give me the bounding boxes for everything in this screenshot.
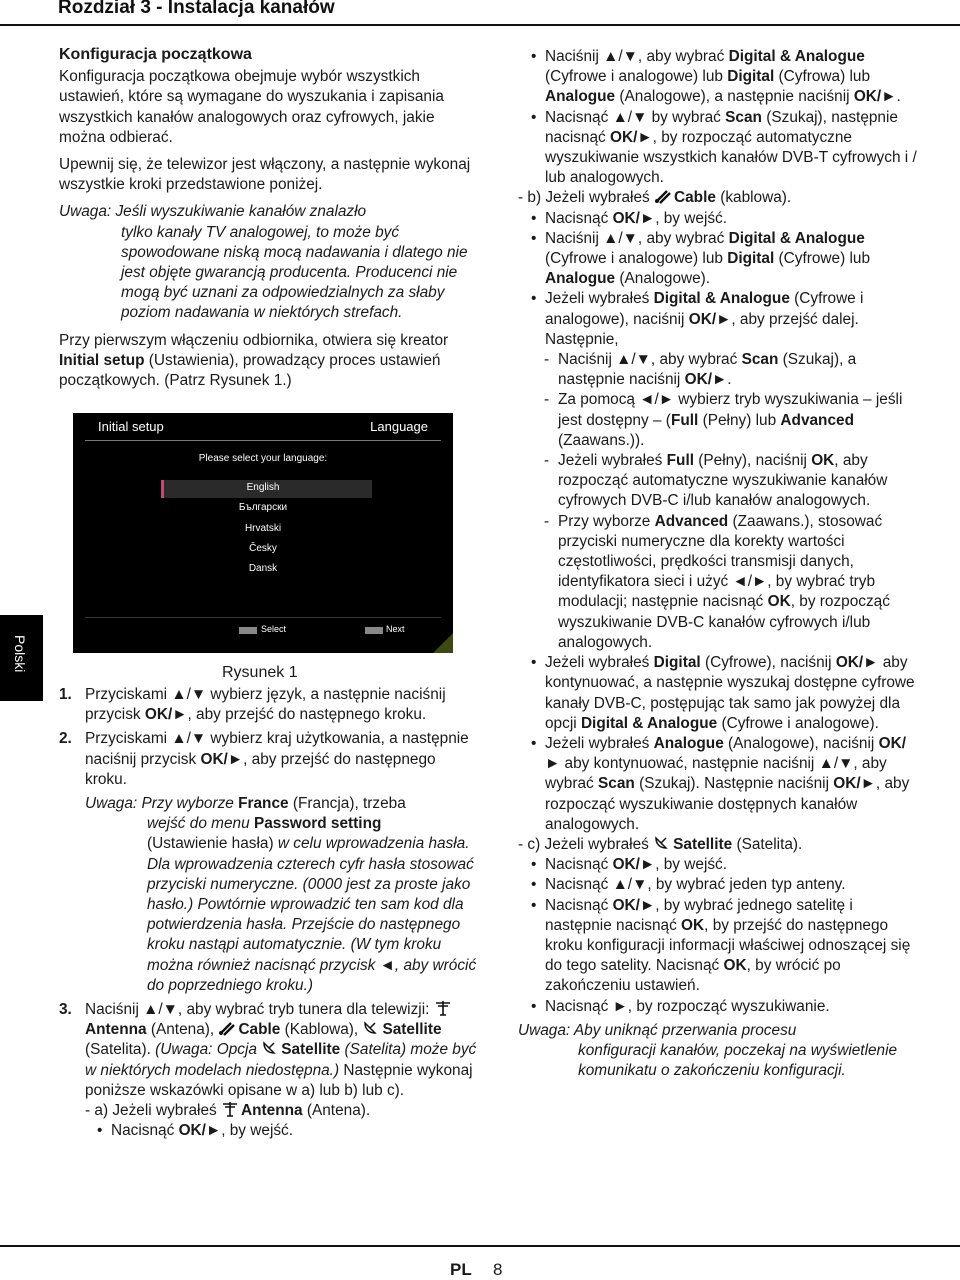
language-option: Български xyxy=(238,502,288,513)
header-rule xyxy=(0,24,960,26)
right-column xyxy=(518,47,918,1081)
sub-step: - Naciśnij ▲/▼, aby wybrać Scan (Szukaj), a następnie naciśnij OK/►. xyxy=(544,351,857,389)
option-a: - a) Jeżeli wybrałeś Antenna (Antena). xyxy=(85,1102,371,1120)
select-hint: Select xyxy=(261,624,287,634)
right-bullet: • Nacisnąć OK/►, by wejść. xyxy=(531,209,728,227)
section-heading: Konfiguracja początkowa xyxy=(59,46,252,63)
right-bullet: • Jeżeli wybrałeś Digital (Cyfrowe), naciśnij OK/► aby kontynuować, a następnie wyszukaj dostępne cyfrowe kanały DVB-C, postępując tak samo jak powyżej dla opcji Digital & Analogue (Cyfrowe i analogowe). xyxy=(531,654,915,732)
satellite-icon xyxy=(653,835,671,851)
side-tab-label: Polski xyxy=(12,635,28,673)
note-analog-cont: tylko kanały TV analogowej, to może być spowodowane niską mocą nadawania i dlatego nie jest objęte gwarancją producenta. Producenci nie mogą być uznani za odpowiedzialnych za słaby poziom nadawania w niektórych strefach. xyxy=(121,223,468,322)
chapter-title: Rozdział 3 - Instalacja kanałów xyxy=(58,0,335,18)
select-key-icon xyxy=(239,627,257,634)
right-bullet: • Jeżeli wybrałeś Analogue (Analogowe), naciśnij OK/► aby kontynuować, następnie naciśnij ▲/▼, aby wybrać Scan (Szukaj). Następnie naciśnij OK/►, aby rozpocząć wyszukiwanie dostępnych kanałów analogowych. xyxy=(531,734,910,833)
option-b: - b) Jeżeli wybrałeś Cable (kablowa). xyxy=(518,189,792,207)
note-wait-cont: konfiguracji kanałów, poczekaj na wyświetlenie komunikatu o zakończeniu konfiguracji. xyxy=(578,1041,898,1080)
right-bullet: • Nacisnąć OK/►, by wejść. xyxy=(531,856,728,874)
sub-step: - Za pomocą ◄/► wybierz tryb wyszukiwania – jeśli jest dostępny – (Full (Pełny) lub Advanced (Zaawans.)). xyxy=(544,391,903,449)
intro-paragraph: Konfiguracja początkowa obejmuje wybór wszystkich ustawień, które są wymagane do wyszukania i zapisania wszystkich kanałów analogowych oraz cyfrowych, jakie można odbierać. xyxy=(59,68,444,146)
setup-screen-figure xyxy=(73,413,453,653)
right-bullet: • Naciśnij ▲/▼, aby wybrać Digital & Analogue (Cyfrowe i analogowe) lub Digital (Cyfrowa) lub Analogue (Analogowe), a następnie naciśnij OK/►. xyxy=(531,48,901,106)
page-number: 8 xyxy=(493,1260,503,1279)
screen-title: Initial setup xyxy=(98,419,164,434)
figure-caption: Rysunek 1 xyxy=(222,664,298,681)
left-steps xyxy=(59,685,477,1141)
antenna-icon xyxy=(221,1101,239,1117)
note-france: Uwaga: Przy wyborze France (Francja), trzeba xyxy=(85,795,406,813)
footer-language: PL xyxy=(450,1260,472,1279)
right-bullet: • Nacisnąć ►, by rozpocząć wyszukiwanie. xyxy=(531,997,830,1015)
right-bullet: • Nacisnąć ▲/▼, by wybrać jeden typ anteny. xyxy=(531,876,846,894)
cable-icon xyxy=(654,188,672,204)
sub-step: - Przy wyborze Advanced (Zaawans.), stosować przyciski numeryczne dla korekty wartości częstotliwości, prędkości transmisji danych, identyfikatora sieci i użyć ◄/►, by wybrać tryb modulacji; następnie nacisnąć OK, by rozpocząć wyszukiwanie DVB-C kanałów cyfrowych i/lub analogowych. xyxy=(544,512,890,651)
page-header xyxy=(0,0,960,25)
step-2: 2. Przyciskami ▲/▼ wybierz kraj użytkowania, a następnie naciśnij przycisk OK/►, aby przejść do następnego kroku. xyxy=(59,730,469,788)
right-bullet: • Nacisnąć OK/►, by wybrać jednego satelitę i następnie nacisnąć OK, by przejść do następnego kroku konfiguracji informacji właściwej odnoszącej się do tego satelity. Nacisnąć OK, by wrócić po zakończeniu ustawień. xyxy=(531,896,911,995)
screen-prompt: Please select your language: xyxy=(198,453,328,464)
language-option: Dansk xyxy=(248,563,278,574)
left-column xyxy=(59,45,477,391)
right-bullet: • Jeżeli wybrałeś Digital & Analogue (Cyfrowe i analogowe), naciśnij OK/►, aby przejść dalej. Następnie, xyxy=(531,290,864,348)
sub-step: - Jeżeli wybrałeś Full (Pełny), naciśnij OK, aby rozpocząć automatyczne wyszukiwanie kanałów cyfrowych DVB-C i/lub kanałów analogowych. xyxy=(544,452,888,510)
next-key-icon xyxy=(365,627,383,634)
satellite-icon xyxy=(261,1040,279,1056)
note-france-cont: wejść do menu Password setting (Ustawienie hasła) w celu wprowadzenia hasła. Dla wprowadzenia czterech cyfr hasła stosować przyciski numeryczne. (0000 jest za proste jako hasło.) Powtórnie wprowadzić ten sam kod dla potwierdzenia hasła. Przejście do następnego kroku nastąpi automatycznie. (W tym kroku można również nacisnąć przycisk ◄, aby wrócić do poprzedniego kroku.) xyxy=(147,815,477,994)
corner-decoration xyxy=(433,633,453,653)
option-c: - c) Jeżeli wybrałeś Satellite (Satelita). xyxy=(518,835,803,853)
step-3: 3. Naciśnij ▲/▼, aby wybrać tryb tunera dla telewizji: Antenna (Antena), Cable (Kablowa), Satellite (Satelita). (Uwaga: Opcja Satellite (Satelita) może być w niektórych modelach niedostępna.) Następnie wykonaj poniższe wskazówki opisane w a) lub b) lub c). xyxy=(59,1001,477,1099)
power-on-paragraph: Upewnij się, że telewizor jest włączony, a następnie wykonaj wszystkie kroki przedstawione poniżej. xyxy=(59,156,471,194)
satellite-icon xyxy=(362,1020,380,1036)
note-analog: Uwaga: Jeśli wyszukiwanie kanałów znalazło xyxy=(59,203,367,221)
screen-language-label: Language xyxy=(370,419,428,434)
step-1: 1. Przyciskami ▲/▼ wybierz język, a następnie naciśnij przycisk OK/►, aby przejść do następnego kroku. xyxy=(59,686,446,724)
antenna-icon xyxy=(434,1000,452,1016)
language-side-tab xyxy=(0,615,43,701)
next-hint: Next xyxy=(386,624,405,634)
right-bullet: • Naciśnij ▲/▼, aby wybrać Digital & Analogue (Cyfrowe i analogowe) lub Digital (Cyfrowe) lub Analogue (Analogowe). xyxy=(531,229,871,288)
note-wait: Uwaga: Aby uniknąć przerwania procesu xyxy=(518,1021,797,1039)
right-bullet: • Nacisnąć ▲/▼ by wybrać Scan (Szukaj), następnie nacisnąć OK/►, by rozpocząć automatyczne wyszukiwanie wszystkich kanałów DVB-T cyfrowych i / lub analogowych. xyxy=(531,108,917,187)
cable-icon xyxy=(218,1020,236,1036)
language-option: Česky xyxy=(249,543,277,554)
wizard-paragraph: Przy pierwszym włączeniu odbiornika, otwiera się kreator Initial setup (Ustawienia), prowadzący proces ustawień początkowych. (Patrz Rysunek 1.) xyxy=(59,331,449,390)
option-a-bullet: • Nacisnąć OK/►, by wejść. xyxy=(97,1122,294,1140)
language-option: English xyxy=(246,482,280,493)
language-option: Hrvatski xyxy=(244,523,282,534)
